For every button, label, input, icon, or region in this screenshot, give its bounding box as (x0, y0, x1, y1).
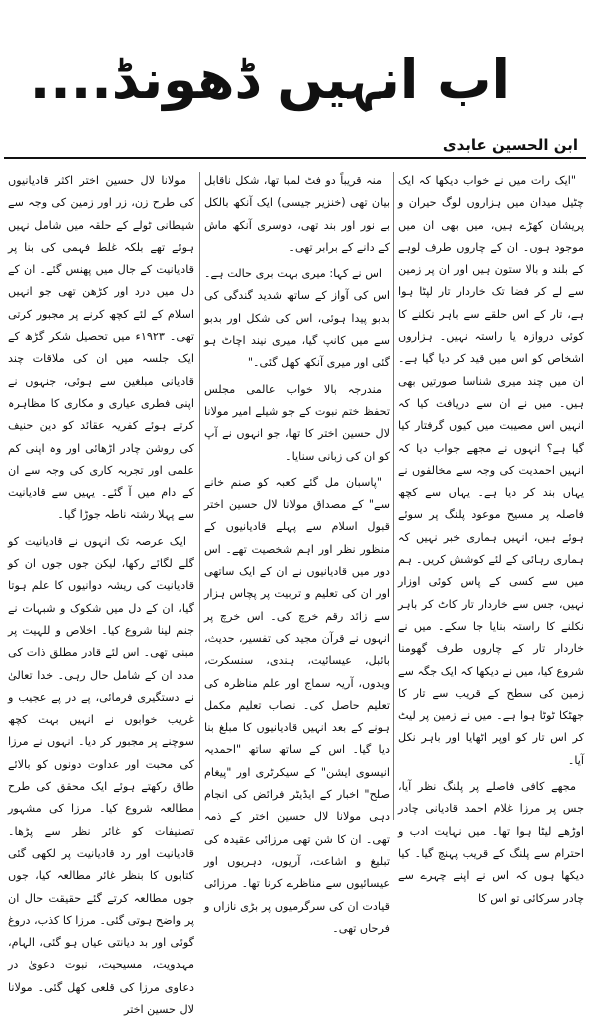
column-middle (204, 170, 390, 935)
paragraph: "پاسبان مل گئے کعبہ کو صنم خانے سے" کے مصداق مولانا لال حسین اختر قبول اسلام سے پہلے قادیانیوں کے منظور نظر اور اہم شخصیت تھے۔ اس دور میں قادیانیوں نے ان کے ایک ساتھی اور ان کی تعلیم و تربیت پر پچاس ہزار سے زائد رقم خرچ کی۔ اس خرچ پر انہوں نے قرآن مجید کی تفسیر، حدیث، بائبل، عیسائیت، ہندی، سنسکرت، ویدوں، آریہ سماج اور علم مناظرہ کی تعلیم حاصل کی۔ نصاب تعلیم مکمل ہونے کے بعد انہیں قادیانیوں کا مبلغ بنا دیا گیا۔ اس کے ساتھ ساتھ "احمدیہ انیسوی ایشن" کے سیکرٹری اور "پیغام صلح" اخبار کے ایڈیٹر فرائض کی انجام دہی مولانا لال حسین اختر کے ذمہ تھی۔ ان کا شن تھی مرزائی عقیدہ کی تبلیغ و اشاعت، آریوں، دہریوں اور عیسائیوں سے مناظرے کرنا تھا۔ مرزائی قیادت ان کی سرگرمیوں پر بڑی نازاں و فرحاں تھی۔ (204, 475, 390, 935)
paragraph: مولانا لال حسین اختر اکثر قادیانیوں کی طرح زن، زر اور زمین کی وجہ سے شیطانی ٹولے کے حلقہ میں شامل نہیں ہوئے تھے بلکہ غلط فہمی کی بنا پر قادیانیت کے جال میں پھنس گئے۔ ان کے دل میں درد اور کڑھن تھی جو انہیں اسلام کے لئے کچھ کرنے پر مجبور کرتی تھی۔ ۱۹۲۳ء میں تحصیل شکر گڑھ کے ایک جلسہ میں ان کی ملاقات چند قادیانی مبلغین سے ہوئی، جنہوں نے اپنی فطری عیاری و مکاری کا مظاہرہ کرتے ہوئے کفریہ عقائد کو دین حنیف کی روشن چادر اڑھائی اور وہ اپنی کم علمی اور تجربہ کاری کی وجہ سے ان کے دام میں آ گئے۔ یہیں سے قادیانیت سے پہلا رشتہ ناطہ جوڑا گیا۔ (8, 174, 194, 522)
paragraph: اس نے کہا: میری بہت بری حالت ہے۔ اس کی آواز کے ساتھ شدید گندگی کی بدبو پیدا ہوئی، اس کی شکل اور بدبو سے میں کانپ گیا، میری نیند اچاٹ ہو گئی اور میری آنکھ کھل گئی۔" (204, 267, 390, 370)
paragraph: ایک عرصہ تک انہوں نے قادیانیت کو گلے لگائے رکھا، لیکن جوں جوں ان کو قادیانیت کی ریشہ دوانیوں کا علم ہوتا گیا، ان کے دل میں شکوک و شبہات نے جنم لینا شروع کیا۔ اخلاص و للہیت پر مبنی تھی۔ اس لئے قادر مطلق ذات کی مدد ان کے شامل حال رہی۔ خدا تعالیٰ نے دستگیری فرمائی، پے در پے عجیب و غریب خوابوں نے انہیں بہت کچھ سوچنے پر مجبور کر دیا۔ انہوں نے مرزا کی محبت اور عداوت دونوں کو بالائے طاق رکھتے ہوئے ایک محقق کی طرح مطالعہ شروع کیا۔ مرزا کی مشہور تصنیفات کو غائر نظر سے پڑھا۔ قادیانیت اور رد قادیانیت پر لکھی گئی کتابوں کا بنظر غائر مطالعہ کیا، جوں جوں مطالعہ کرتے گئے حقیقت حال ان پر واضح ہوتی گئی۔ مرزا کا کذب، دروغ گوئی اور بد دیانتی عیاں ہو گئی، الہام، مہدویت، مسیحیت، نبوت دعویٰ در دعاوی مرزا کی قلعی کھل گئی۔ مولانا لال حسین اختر (8, 534, 194, 1016)
article-headline: اب انہیں ڈھونڈ.... (29, 48, 510, 111)
paragraph: مجھے کافی فاصلے پر پلنگ نظر آیا، جس پر مرزا غلام احمد قادیانی چادر اوڑھے لیٹا ہوا تھا۔ میں نہایت ادب و احترام سے پلنگ کے قریب پہنچ گیا۔ کیا دیکھا ہوں کہ اس نے اپنے چہرے سے چادر سرکائی تو اس کا (398, 780, 584, 905)
paragraph: "ایک رات میں نے خواب دیکھا کہ ایک چٹیل میدان میں ہزاروں لوگ حیران و پریشان کھڑے ہیں، میں بھی ان میں موجود ہوں۔ ان کے چاروں طرف لوہے کے بلند و بالا ستون ہیں اور ان پر زمین سے لے کر فضا تک خاردار تار لپٹا ہوا ہے، تار کے اس حلقے سے باہر نکلنے کا کوئی دروازہ یا راستہ نہیں۔ ہزاروں اشخاص کو اس میں قید کر دیا گیا ہے۔ ان میں چند میری شناسا صورتیں بھی ہیں۔ میں نے ان سے دریافت کیا کہ انہیں اس مصیبت میں کیوں گرفتار کیا گیا ہے؟ انہوں نے مجھے جواب دیا کہ انہیں احمدیت کی وجہ سے مخالفوں نے یہاں بند کر دیا ہے۔ یہاں سے کچھ فاصلہ پر مسیح موعود پلنگ پر سوئے ہوئے ہیں، انہیں ہماری خبر نہیں کہ ہماری رہائی کے لئے کوشش کریں۔ ہم میں سے کسی کے پاس کوئی اوزار نہیں، جس سے خاردار تار کاٹ کر باہر نکلنے کا راستہ بنایا جا سکے۔ میں نے خاردار تار کے چاروں طرف گھومنا شروع کیا، میں نے دیکھا کہ ایک جگہ سے زمین کی سطح کے قریب سے تار کا جھٹکا ٹوٹا ہوا ہے۔ میں نے زمین پر لیٹ کر اس تار کو اوپر اٹھایا اور باہر نکل آیا۔ (398, 174, 584, 767)
article-byline: ابن الحسین عابدی (442, 136, 578, 154)
column-left (8, 170, 194, 1016)
column-divider (393, 172, 394, 820)
column-divider (199, 172, 200, 820)
paragraph: منہ قریباً دو فٹ لمبا تھا، شکل ناقابل بیان تھی (خنزیر جیسی) ایک آنکھ بالکل بے نور اور بند تھی، دوسری آنکھ ماش کے دانے کے برابر تھی۔ (204, 174, 390, 254)
paragraph: مندرجہ بالا خواب عالمی مجلس تحفظ ختم نبوت کے جو شیلے امیر مولانا لال حسین اختر کا تھا، جو انہوں نے آپ کو ان کی زبانی سنایا۔ (204, 382, 390, 463)
header-rule (4, 157, 586, 159)
column-right (398, 170, 584, 905)
